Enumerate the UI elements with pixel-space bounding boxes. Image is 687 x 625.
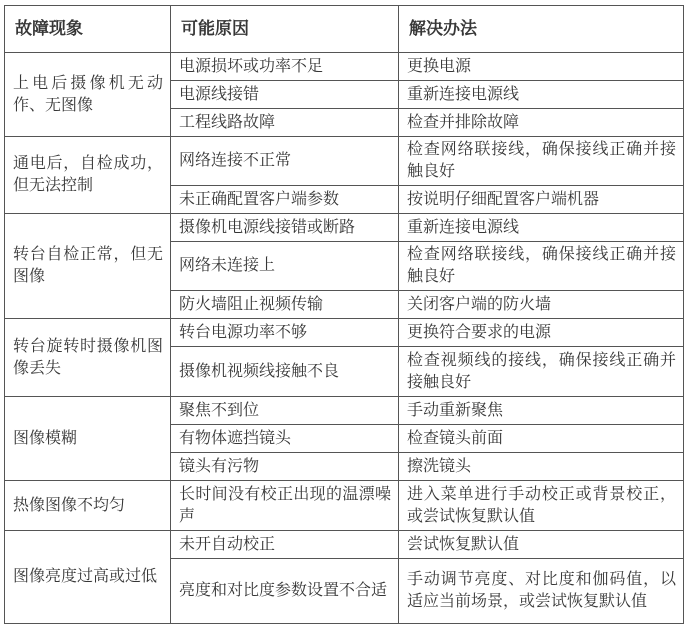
solution-cell: 检查并排除故障 (399, 109, 684, 137)
troubleshooting-table (4, 5, 684, 624)
col-header-solution: 解决办法 (399, 6, 684, 53)
fault-cell: 图像亮度过高或过低 (5, 531, 171, 624)
solution-cell: 检查网络联接线，确保接线正确并接触良好 (399, 242, 684, 291)
cause-cell: 镜头有污物 (171, 453, 399, 481)
solution-cell: 尝试恢复默认值 (399, 531, 684, 559)
table-row (5, 319, 684, 347)
solution-cell: 检查网络联接线，确保接线正确并接触良好 (399, 137, 684, 186)
cause-cell: 未开自动校正 (171, 531, 399, 559)
table-row (5, 214, 684, 242)
cause-cell: 未正确配置客户端参数 (171, 186, 399, 214)
fault-cell: 上电后摄像机无动作、无图像 (5, 53, 171, 137)
cause-cell: 电源损坏或功率不足 (171, 53, 399, 81)
fault-cell: 转台旋转时摄像机图像丢失 (5, 319, 171, 397)
cause-cell: 亮度和对比度参数设置不合适 (171, 559, 399, 624)
cause-cell: 聚焦不到位 (171, 397, 399, 425)
solution-cell: 手动重新聚焦 (399, 397, 684, 425)
solution-cell: 更换符合要求的电源 (399, 319, 684, 347)
solution-cell: 检查视频线的接线，确保接线正确并接触良好 (399, 347, 684, 397)
header-row (5, 6, 684, 53)
fault-cell: 通电后，自检成功，但无法控制 (5, 137, 171, 214)
fault-cell: 图像模糊 (5, 397, 171, 481)
solution-cell: 进入菜单进行手动校正或背景校正，或尝试恢复默认值 (399, 481, 684, 531)
table-row (5, 531, 684, 559)
cause-cell: 网络连接不正常 (171, 137, 399, 186)
cause-cell: 摄像机电源线接错或断路 (171, 214, 399, 242)
solution-cell: 擦洗镜头 (399, 453, 684, 481)
solution-cell: 手动调节亮度、对比度和伽码值，以适应当前场景，或尝试恢复默认值 (399, 559, 684, 624)
cause-cell: 网络未连接上 (171, 242, 399, 291)
cause-cell: 转台电源功率不够 (171, 319, 399, 347)
table-row (5, 481, 684, 531)
solution-cell: 更换电源 (399, 53, 684, 81)
solution-cell: 重新连接电源线 (399, 81, 684, 109)
cause-cell: 工程线路故障 (171, 109, 399, 137)
solution-cell: 按说明仔细配置客户端机器 (399, 186, 684, 214)
fault-cell: 热像图像不均匀 (5, 481, 171, 531)
cause-cell: 防火墙阻止视频传输 (171, 291, 399, 319)
cause-cell: 摄像机视频线接触不良 (171, 347, 399, 397)
table-row (5, 137, 684, 186)
col-header-cause: 可能原因 (171, 6, 399, 53)
table-row (5, 397, 684, 425)
cause-cell: 长时间没有校正出现的温漂噪声 (171, 481, 399, 531)
fault-cell: 转台自检正常，但无图像 (5, 214, 171, 319)
table-row (5, 53, 684, 81)
cause-cell: 有物体遮挡镜头 (171, 425, 399, 453)
cause-cell: 电源线接错 (171, 81, 399, 109)
solution-cell: 检查镜头前面 (399, 425, 684, 453)
col-header-fault: 故障现象 (5, 6, 171, 53)
solution-cell: 关闭客户端的防火墙 (399, 291, 684, 319)
solution-cell: 重新连接电源线 (399, 214, 684, 242)
